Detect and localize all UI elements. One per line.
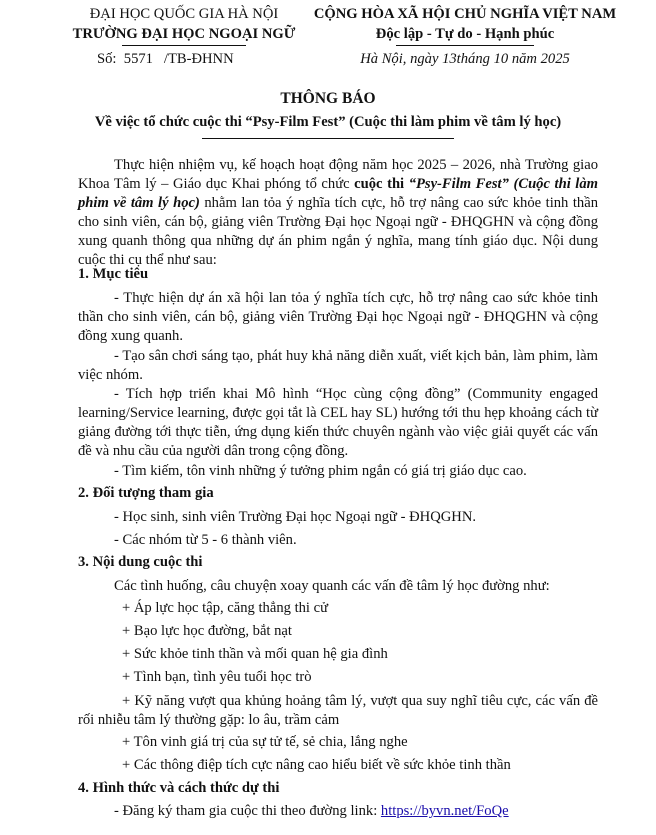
section-3-item: + Tôn vinh giá trị của sự tử tế, sẻ chia, lắng nghe [122,734,408,750]
header-left-underline [122,45,246,46]
institution-name: TRƯỜNG ĐẠI HỌC NGOẠI NGỮ [72,26,296,42]
country-name: CỘNG HÒA XÃ HỘI CHỦ NGHĨA VIỆT NAM [313,6,617,22]
section-2-heading: 2. Đối tượng tham gia [78,485,214,501]
intro-text-2: nhằm lan tỏa ý nghĩa tích cực, hỗ trợ nâng cao sức khỏe tinh thần cho sinh viên, cán bộ, giảng viên Trường Đại học Ngoại ngữ - ĐHQGHN và cộng đồng xung quanh thông qua những dự án phim ngắn ý nghĩa, mang tính giáo dục. Nội dung cuộc thi cụ thể như sau: [78,195,598,268]
number-value: 5571 [123,51,153,67]
section-1-item: - Tìm kiếm, tôn vinh những ý tưởng phim ngắn có giá trị giáo dục cao. [114,463,527,479]
section-3-item: + Các thông điệp tích cực nâng cao hiểu biết về sức khỏe tinh thần [122,757,511,773]
section-3-item: + Tình bạn, tình yêu tuổi học trò [122,669,312,685]
section-3-item: + Áp lực học tập, căng thẳng thi cử [122,600,329,616]
section-1-heading: 1. Mục tiêu [78,266,149,282]
intro-bold: cuộc thi [354,176,409,192]
registration-line [114,803,509,820]
number-prefix: Số: [97,51,117,67]
intro-text-1: Thực hiện nhiệm vụ, kế hoạch hoạt động năm học 2025 – 2026, nhà Trường giao Khoa Tâm lý – Giáo dục Khai phóng tổ chức [78,157,598,192]
section-3-item: + Kỹ năng vượt qua khủng hoảng tâm lý, vượt qua suy nghĩ tiêu cực, các vấn đề rối nhiễu tâm lý thường gặp: lo âu, trầm cảm [78,693,598,728]
country-motto: Độc lập - Tự do - Hạnh phúc [375,26,555,42]
document-date: Hà Nội, ngày 13tháng 10 năm 2025 [360,51,570,67]
section-4-heading: 4. Hình thức và cách thức dự thi [78,780,280,796]
section-2-item: - Học sinh, sinh viên Trường Đại học Ngoại ngữ - ĐHQGHN. [114,509,477,525]
institution-parent: ĐẠI HỌC QUỐC GIA HÀ NỘI [89,6,279,22]
notice-title: THÔNG BÁO [280,90,376,107]
intro-paragraph [78,156,598,270]
section-2-item: - Các nhóm từ 5 - 6 thành viên. [114,532,297,548]
section-1-item: - Thực hiện dự án xã hội lan tỏa ý nghĩa tích cực, hỗ trợ nâng cao sức khỏe tinh thần cho sinh viên, cán bộ, giảng viên Trường Đại học Ngoại ngữ - ĐHQGHN và cộng đồng xung quanh. [78,290,598,344]
registration-link[interactable]: https://byvn.net/FoQe [380,803,509,819]
notice-subtitle: Về việc tổ chức cuộc thi “Psy-Film Fest” (Cuộc thi làm phim về tâm lý học) [94,114,562,130]
number-suffix: /TB-ĐHNN [163,51,234,67]
section-1-item: - Tạo sân chơi sáng tạo, phát huy khả năng diễn xuất, viết kịch bản, làm phim, làm việc nhóm. [78,348,598,383]
section-3-lead: Các tình huống, câu chuyện xoay quanh các vấn đề tâm lý học đường như: [114,578,550,594]
document-number [97,51,234,68]
section-3-item: + Sức khỏe tinh thần và mối quan hệ gia đình [122,646,388,662]
section-1-item: - Tích hợp triển khai Mô hình “Học cùng cộng đồng” (Community engaged learning/Service learning, được gọi tắt là CEL hay SL) hướng tới thu hẹp khoảng cách từ giảng đường tới thực tiễn, ứng dụng kiến thức chuyên ngành vào việc giải quyết các vấn đề và nhu cầu của người dân trong cộng đồng. [78,386,598,459]
section-3-heading: 3. Nội dung cuộc thi [78,554,203,570]
section-3-item: + Bạo lực học đường, bắt nạt [122,623,292,639]
header-right-underline [396,45,534,46]
registration-text: - Đăng ký tham gia cuộc thi theo đường link: [114,803,381,819]
intro-contest-name: “Psy-Film Fest” (Cuộc thi làm phim về tâm lý học) [78,176,599,211]
title-underline [202,138,454,139]
